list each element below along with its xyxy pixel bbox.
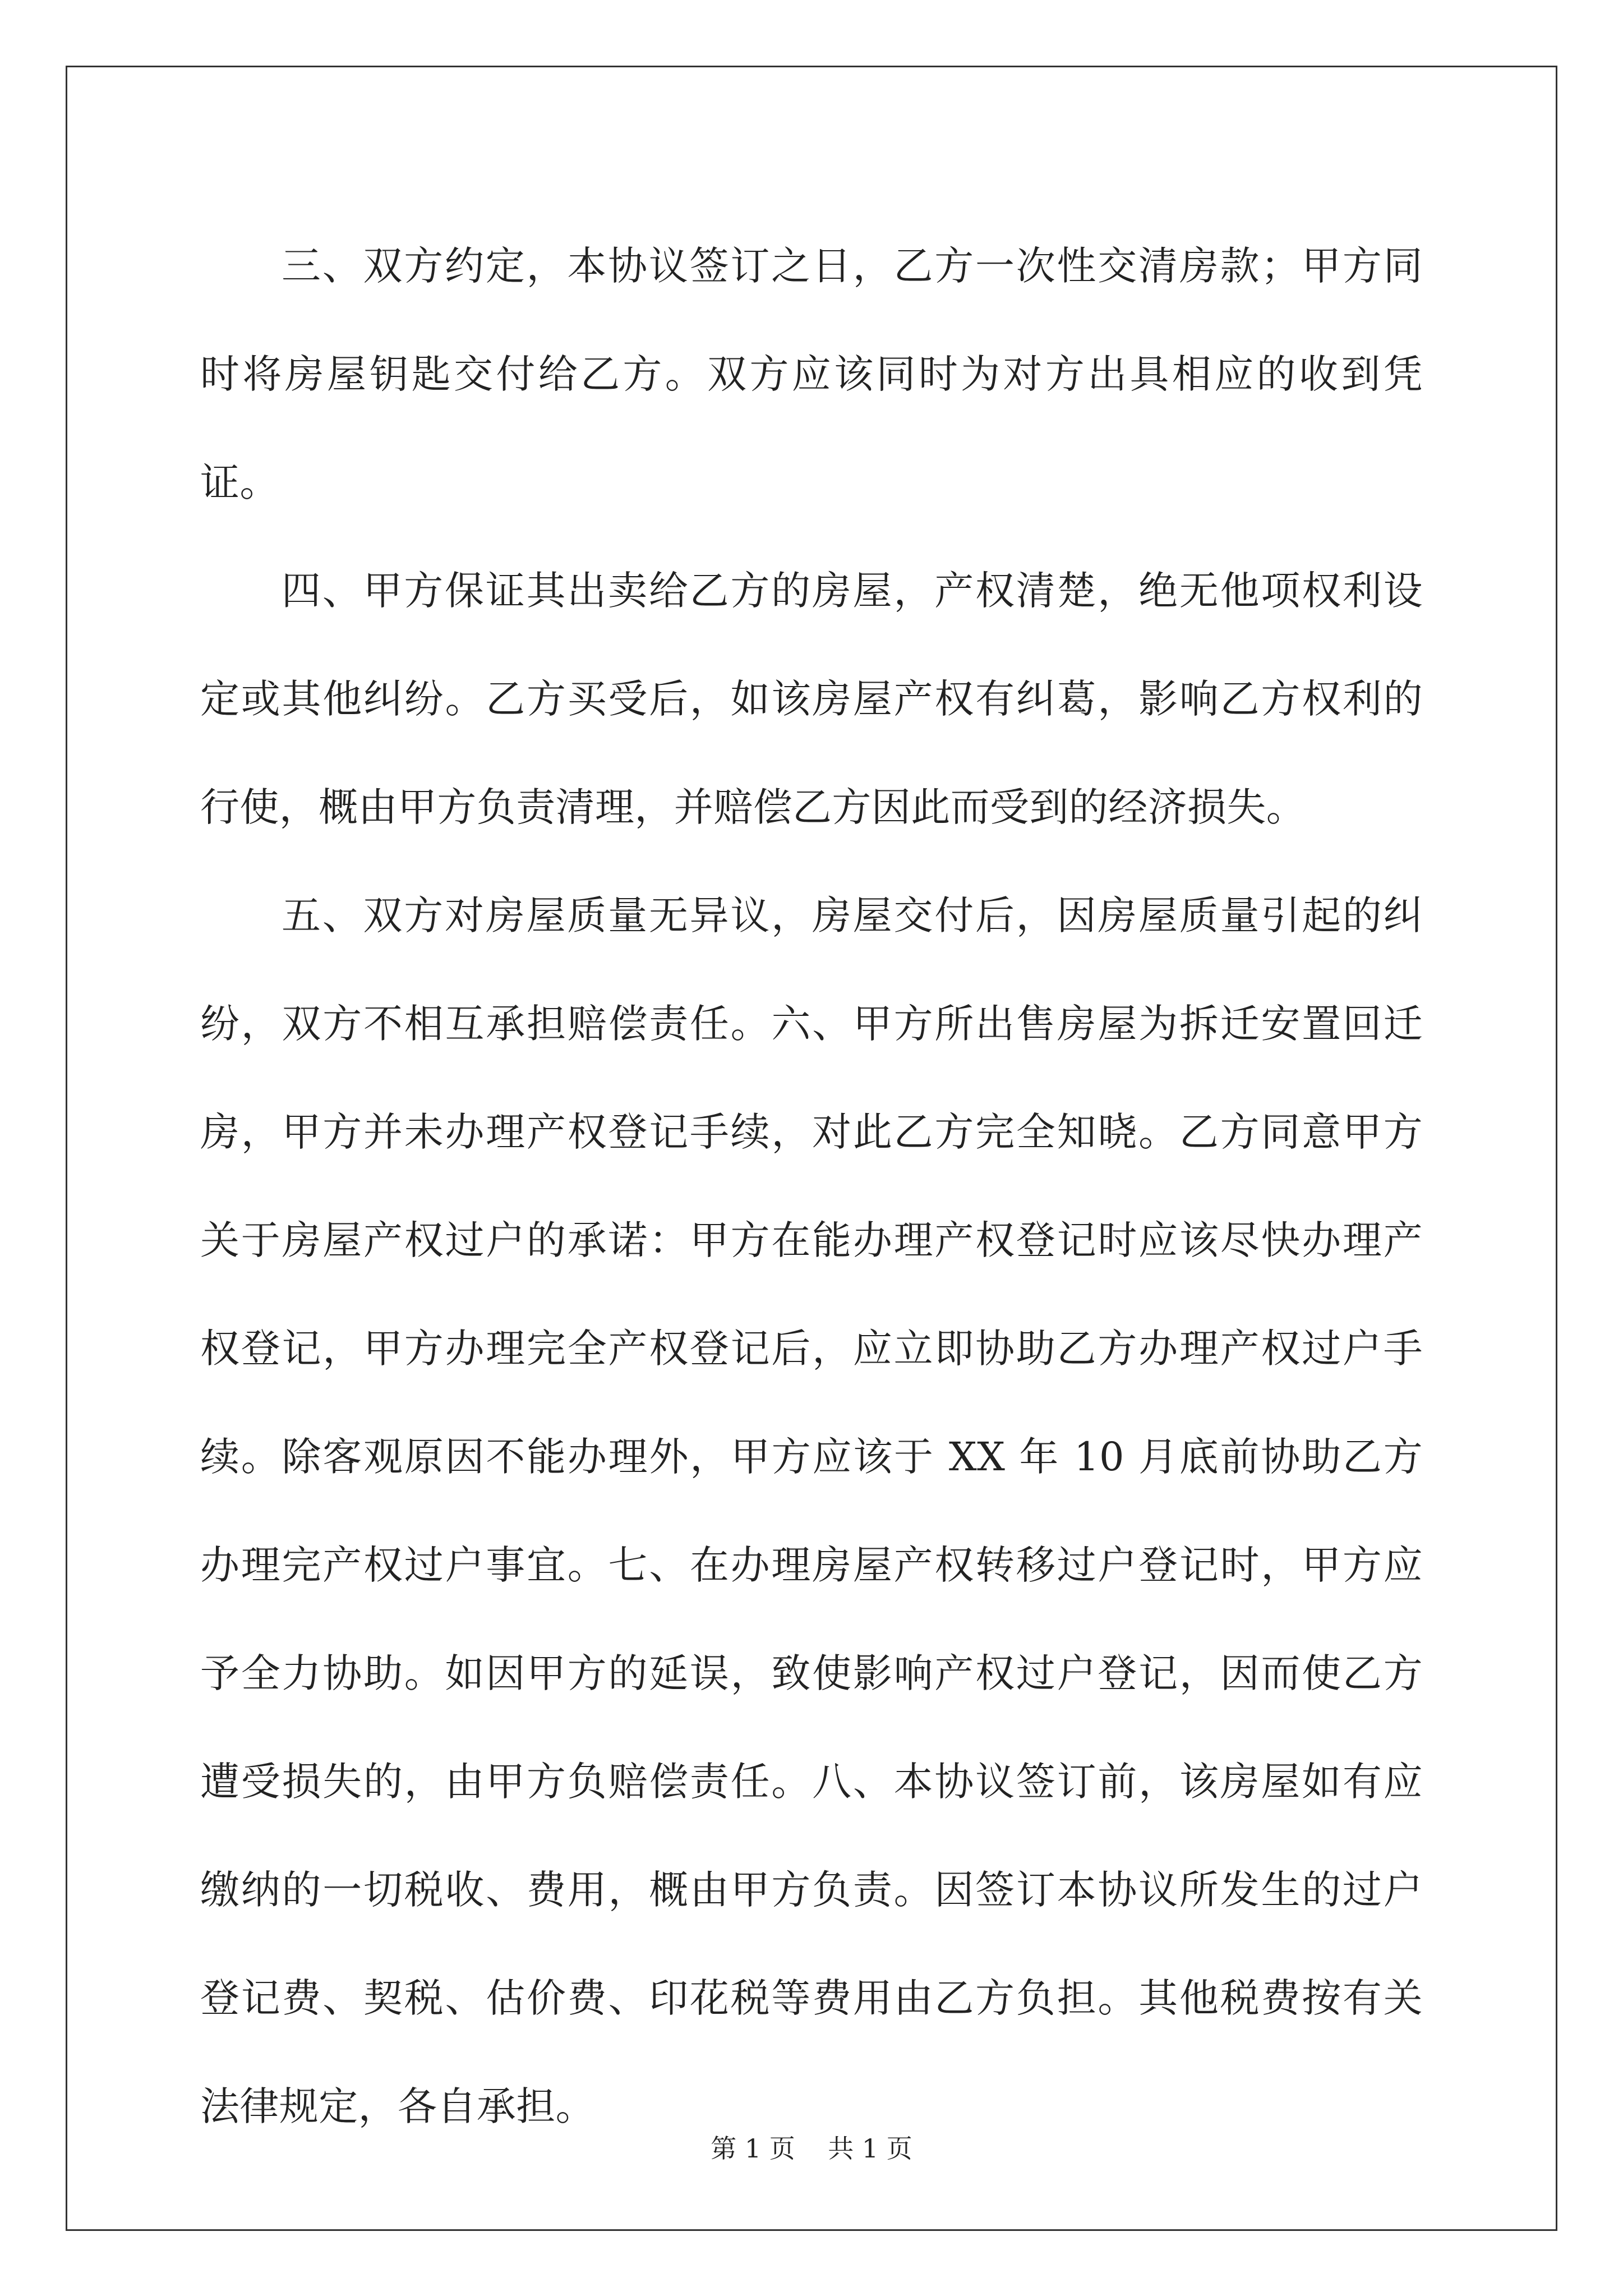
paragraph-3: 三、双方约定，本协议签订之日，乙方一次性交清房款；甲方同时将房屋钥匙交付给乙方。双方应该同时为对方出具相应的收到凭证。 — [200, 243, 1423, 505]
page-total: 共 1 页 — [828, 2133, 912, 2164]
paragraph-4: 四、甲方保证其出卖给乙方的房屋，产权清楚，绝无他项权利设定或其他纠纷。乙方买受后，如该房屋产权有纠葛，影响乙方权利的行使，概由甲方负责清理，并赔偿乙方因此而受到的经济损失。 — [200, 568, 1423, 830]
document-body — [200, 212, 1423, 2161]
page-number: 第 1 页 — [711, 2133, 795, 2164]
paragraph-5: 五、双方对房屋质量无异议，房屋交付后，因房屋质量引起的纠纷，双方不相互承担赔偿责任。六、甲方所出售房屋为拆迁安置回迁房，甲方并未办理产权登记手续，对此乙方完全知晓。乙方同意甲方关于房屋产权过户的承诺：甲方在能办理产权登记时应该尽快办理产权登记，甲方办理完全产权登记后，应立即协助乙方办理产权过户手续。除客观原因不能办理外，甲方应该于 XX 年 10 月底前协助乙方办理完产权过户事宜。七、在办理房屋产权转移过户登记时，甲方应予全力协助。如因甲方的延误，致使影响产权过户登记，因而使乙方遭受损失的，由甲方负赔偿责任。八、本协议签订前，该房屋如有应缴纳的一切税收、费用，概由甲方负责。因签订本协议所发生的过户登记费、契税、估价费、印花税等费用由乙方负担。其他税费按有关法律规定，各自承担。 — [200, 892, 1423, 2129]
page-footer — [0, 2132, 1623, 2165]
